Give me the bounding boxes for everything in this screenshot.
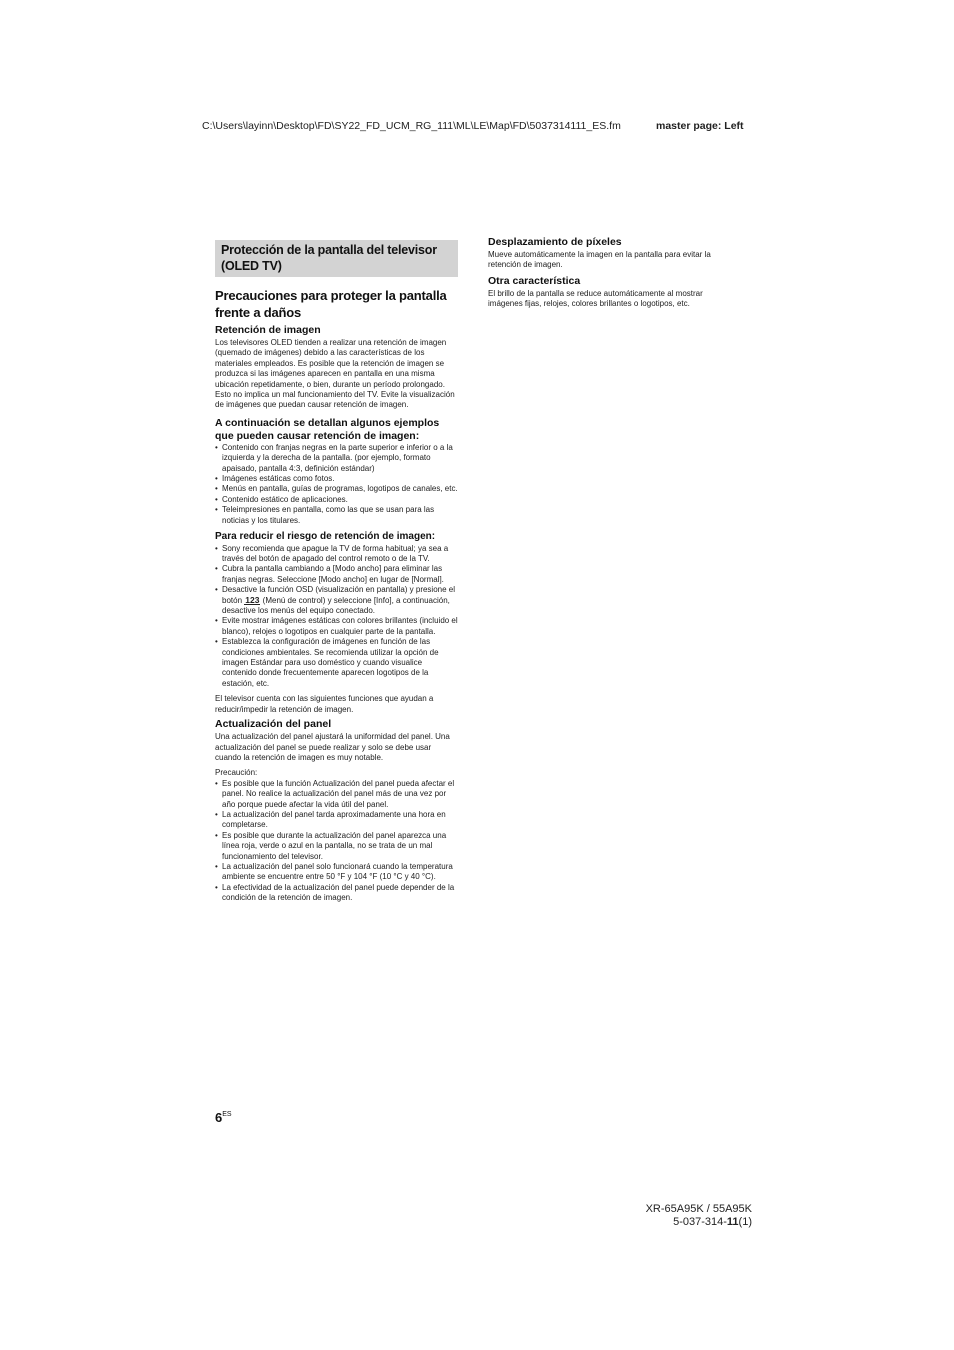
list-item: • Menús en pantalla, guías de programas, logotipos de canales, etc.	[215, 484, 458, 494]
list-item: • La actualización del panel tarda aproximadamente una hora en completarse.	[215, 810, 458, 831]
list-item: • La actualización del panel solo funcionará cuando la temperatura ambiente se encuentre entre 50 °F y 104 °F (10 °C y 40 °C).	[215, 862, 458, 883]
master-page-label: master page: Left	[656, 120, 744, 132]
list-item: • La efectividad de la actualización del panel puede depender de la condición de la retención de imagen.	[215, 883, 458, 904]
osd-text-before: Desactive la función OSD (visualización en pantalla) y presione el botón	[222, 585, 456, 605]
list-item: • Teleimpresiones en pantalla, como las que se usan para las noticias y los titulares.	[215, 505, 458, 526]
page-language: ES	[222, 1111, 232, 1118]
retention-body: Los televisores OLED tienden a realizar una retención de imagen (quemado de imágenes) debido a las características de los materiales empleados. Es posible que la retención de imagen se produzca si las imágenes aparecen en pantalla en una misma ubicación repetidamente, o bien, durante un período prolongado. Esto no implica un mal funcionamiento del TV. Evite la visualización de imágenes que puedan causar retención de imagen.	[215, 338, 455, 410]
model-info	[560, 1203, 752, 1229]
section-title: Protección de la pantalla del televisor (OLED TV)	[215, 240, 458, 277]
control-menu-icon: 123	[245, 594, 260, 605]
panel-refresh-title: Actualización del panel	[215, 718, 332, 731]
file-path: C:\Users\layinn\Desktop\FD\SY22_FD_UCM_RG_111\ML\LE\Map\FD\5037314111_ES.fm	[202, 120, 621, 132]
pixel-shift-title: Desplazamiento de píxeles	[488, 236, 622, 248]
left-column	[215, 240, 458, 904]
list-item: • Contenido estático de aplicaciones.	[215, 495, 458, 505]
list-item: • Evite mostrar imágenes estáticas con colores brillantes (incluido el blanco), relojes o logotipos en cualquier parte de la pantalla.	[215, 616, 458, 637]
list-item: • Contenido con franjas negras en la parte superior e inferior o a la izquierda y la derecha de la pantalla. (por ejemplo, formato apaisado, pantalla 4:3, definición estándar)	[215, 443, 458, 474]
caution-label: Precaución:	[215, 768, 258, 778]
reduce-list	[215, 544, 458, 690]
document-code: 5-037-314-11(1)	[673, 1216, 752, 1228]
retention-title: Retención de imagen	[215, 324, 321, 336]
list-item: • Sony recomienda que apague la TV de forma habitual; ya sea a través del botón de apagado del control remoto o de la TV.	[215, 544, 458, 565]
list-item: • Es posible que durante la actualización del panel aparezca una línea roja, verde o azul en la pantalla, no se trata de un mal funcionamiento del televisor.	[215, 831, 458, 862]
examples-title: A continuación se detallan algunos ejemplos que pueden causar retención de imagen:	[215, 416, 440, 442]
pixel-shift-body: Mueve automáticamente la imagen en la pantalla para evitar la retención de imagen.	[488, 250, 711, 270]
other-feature-body: El brillo de la pantalla se reduce automáticamente al mostrar imágenes fijas, relojes, colores brillantes o logotipos, etc.	[488, 288, 703, 309]
list-item: • Es posible que la función Actualización del panel pueda afectar el panel. No realice la actualización del panel más de una vez por año porque puede afectar la vida útil del panel.	[215, 779, 458, 810]
list-item: • Cubra la pantalla cambiando a [Modo ancho] para eliminar las franjas negras. Seleccione [Modo ancho] en lugar de [Normal].	[215, 564, 458, 585]
right-column	[488, 233, 723, 310]
reduce-title: Para reducir el riesgo de retención de imagen:	[215, 531, 436, 543]
caution-list	[215, 779, 458, 904]
other-feature-title: Otra característica	[488, 274, 581, 287]
examples-list	[215, 443, 458, 526]
osd-text-after: (Menú de control) y seleccione [Info], a continuación, desactive los menús del equipo conectado.	[222, 595, 450, 616]
list-item: • Imágenes estáticas como fotos.	[215, 474, 458, 484]
list-item-osd	[215, 585, 458, 616]
page-number: $6^{ES}$	[215, 1110, 232, 1125]
list-item: • Establezca la configuración de imágenes en función de las condiciones ambientales. Se recomienda utilizar la opción de imagen Estándar para uso doméstico y cuando visualice contenido donde frecuentemente aparecen logotipos de la estación, etc.	[215, 637, 458, 689]
panel-refresh-body: Una actualización del panel ajustará la uniformidad del panel. Una actualización del panel se puede realizar y solo se debe usar cuando la retención de imagen es muy notable.	[215, 732, 450, 762]
model-number: XR-65A95K / 55A95K	[645, 1203, 752, 1215]
functions-note: El televisor cuenta con las siguientes funciones que ayudan a reducir/impedir la retención de imagen.	[215, 694, 434, 714]
page-heading: Precauciones para proteger la pantalla frente a daños	[215, 288, 447, 320]
